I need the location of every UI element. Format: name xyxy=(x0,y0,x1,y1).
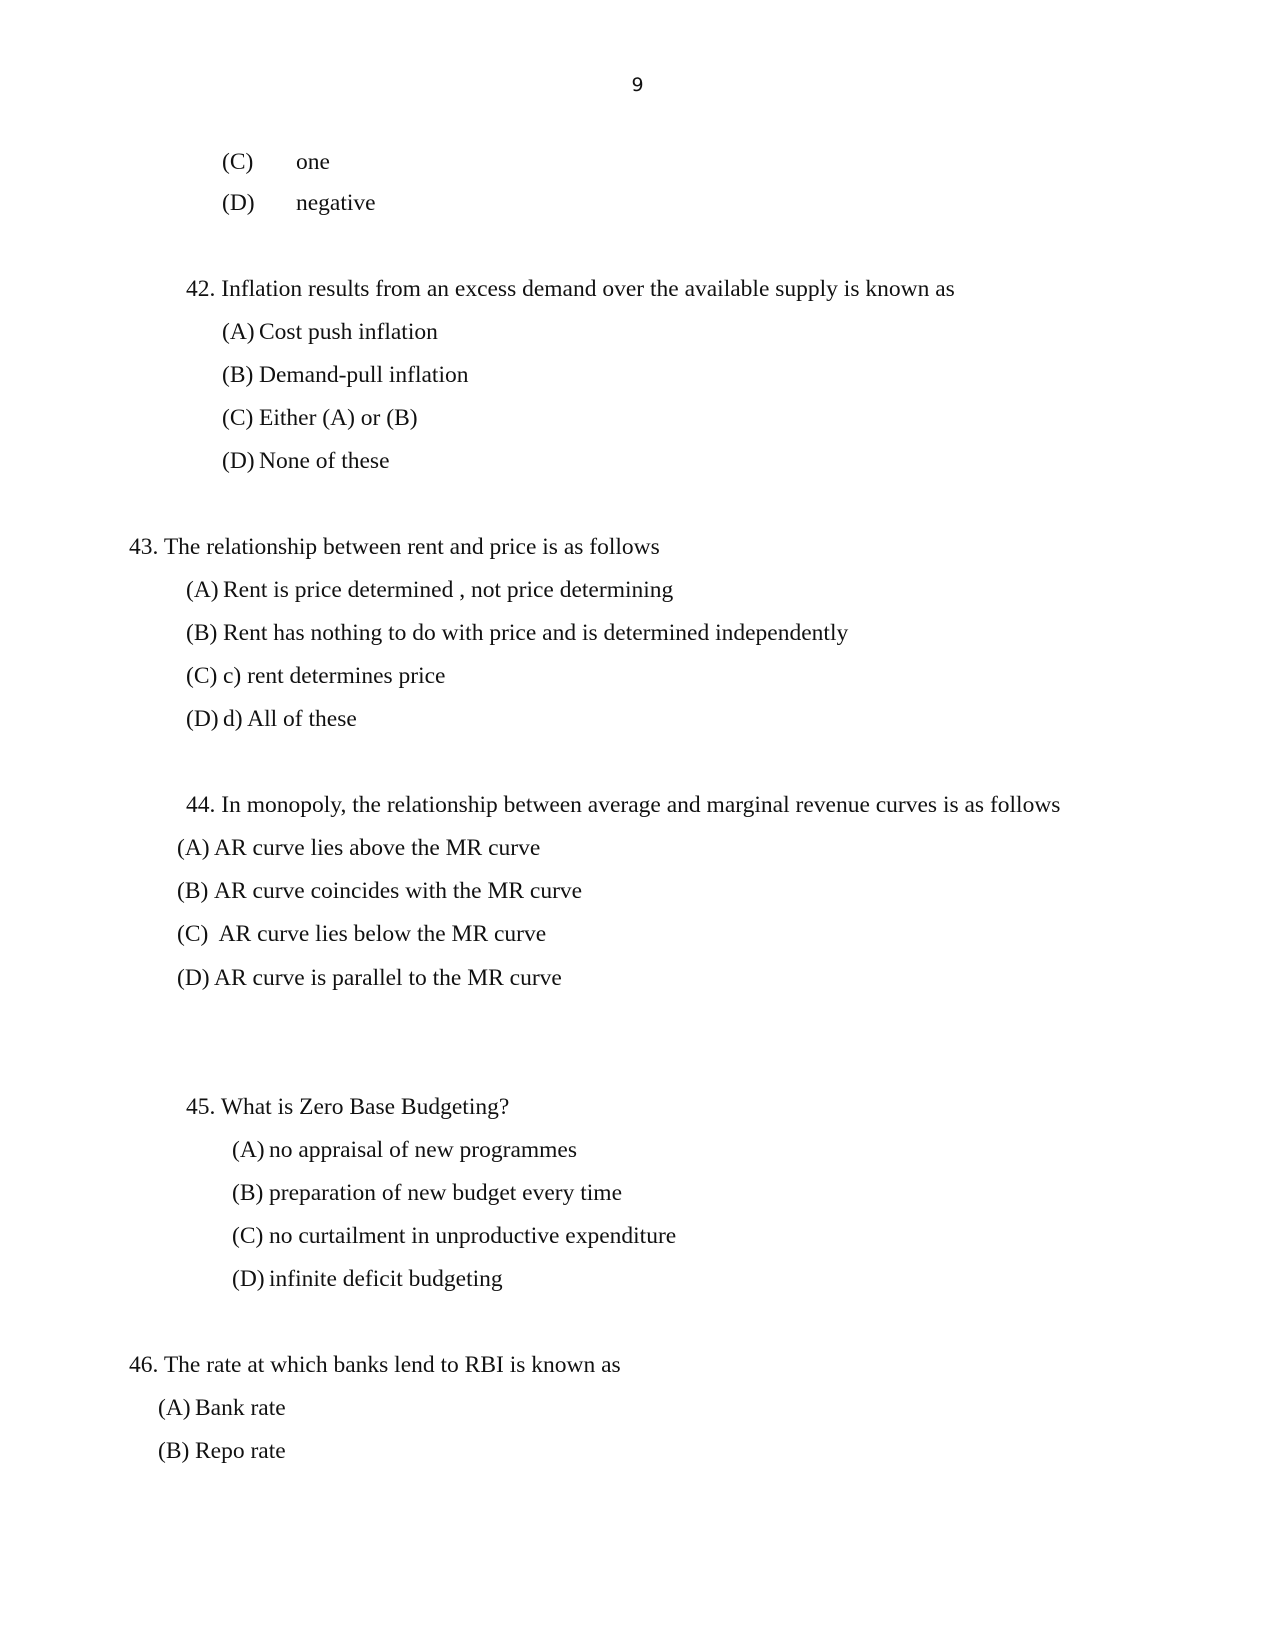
question-45-option-b xyxy=(232,1178,622,1208)
question-45-option-c xyxy=(232,1221,676,1251)
option-text: AR curve lies below the MR curve xyxy=(214,921,547,947)
option-text: AR curve lies above the MR curve xyxy=(214,835,541,861)
option-label: (C) xyxy=(177,921,209,947)
question-43-option-b xyxy=(186,618,848,648)
option-text: preparation of new budget every time xyxy=(269,1180,623,1206)
option-text: Either (A) or (B) xyxy=(259,405,418,431)
option-label: (C) xyxy=(232,1223,264,1249)
option-text: Rent has nothing to do with price and is determined independently xyxy=(223,620,849,646)
option-label: (D) xyxy=(232,1266,265,1292)
question-43-option-d xyxy=(186,704,357,734)
option-text: infinite deficit budgeting xyxy=(269,1266,503,1292)
option-c xyxy=(222,147,330,177)
option-text: AR curve coincides with the MR curve xyxy=(214,878,583,904)
option-d xyxy=(222,188,376,218)
option-label: (A) xyxy=(232,1137,265,1163)
question-44-option-b xyxy=(177,876,582,906)
option-label: (C) xyxy=(222,149,254,175)
option-text: Repo rate xyxy=(195,1438,286,1464)
question-42-option-a xyxy=(222,317,438,347)
page-number: 9 xyxy=(631,74,644,96)
option-text: Rent is price determined , not price determining xyxy=(223,577,674,603)
option-label: (D) xyxy=(222,190,255,216)
question-46-text: 46. The rate at which banks lend to RBI is known as xyxy=(129,1352,621,1378)
option-label: (B) xyxy=(222,362,254,388)
option-text: Demand-pull inflation xyxy=(259,362,469,388)
question-42-text: 42. Inflation results from an excess demand over the available supply is known as xyxy=(186,276,955,302)
option-text: no appraisal of new programmes xyxy=(269,1137,578,1163)
option-text: d) All of these xyxy=(223,706,357,732)
option-label: (A) xyxy=(158,1395,191,1421)
question-45-option-d xyxy=(232,1264,503,1294)
option-label: (D) xyxy=(186,706,219,732)
question-43-text: 43. The relationship between rent and price is as follows xyxy=(129,534,660,560)
question-42-option-c xyxy=(222,403,418,433)
option-text: one xyxy=(296,149,330,175)
question-44-option-d xyxy=(177,963,562,993)
option-label: (B) xyxy=(232,1180,264,1206)
option-text: c) rent determines price xyxy=(223,663,446,689)
option-text: no curtailment in unproductive expenditure xyxy=(269,1223,677,1249)
question-44-text: 44. In monopoly, the relationship between average and marginal revenue curves is as follows xyxy=(186,792,1061,818)
question-44-option-a xyxy=(177,833,540,863)
question-45-text: 45. What is Zero Base Budgeting? xyxy=(186,1094,510,1120)
question-46-option-a xyxy=(158,1393,286,1423)
option-label: (A) xyxy=(177,835,210,861)
option-text: negative xyxy=(296,190,376,216)
question-43-option-c xyxy=(186,661,445,691)
option-text: Cost push inflation xyxy=(259,319,438,345)
question-42-option-b xyxy=(222,360,469,390)
option-label: (B) xyxy=(186,620,218,646)
option-label: (D) xyxy=(222,448,255,474)
option-label: (D) xyxy=(177,965,210,991)
option-label: (B) xyxy=(158,1438,190,1464)
question-45-option-a xyxy=(232,1135,577,1165)
question-42-option-d xyxy=(222,446,390,476)
question-46-option-b xyxy=(158,1436,286,1466)
option-text: AR curve is parallel to the MR curve xyxy=(214,965,562,991)
option-label: (A) xyxy=(186,577,219,603)
question-43-option-a xyxy=(186,575,673,605)
option-label: (B) xyxy=(177,878,209,904)
option-label: (C) xyxy=(186,663,218,689)
question-44-option-c xyxy=(177,919,546,949)
option-label: (C) xyxy=(222,405,254,431)
option-text: None of these xyxy=(259,448,390,474)
option-text: Bank rate xyxy=(195,1395,286,1421)
option-label: (A) xyxy=(222,319,255,345)
